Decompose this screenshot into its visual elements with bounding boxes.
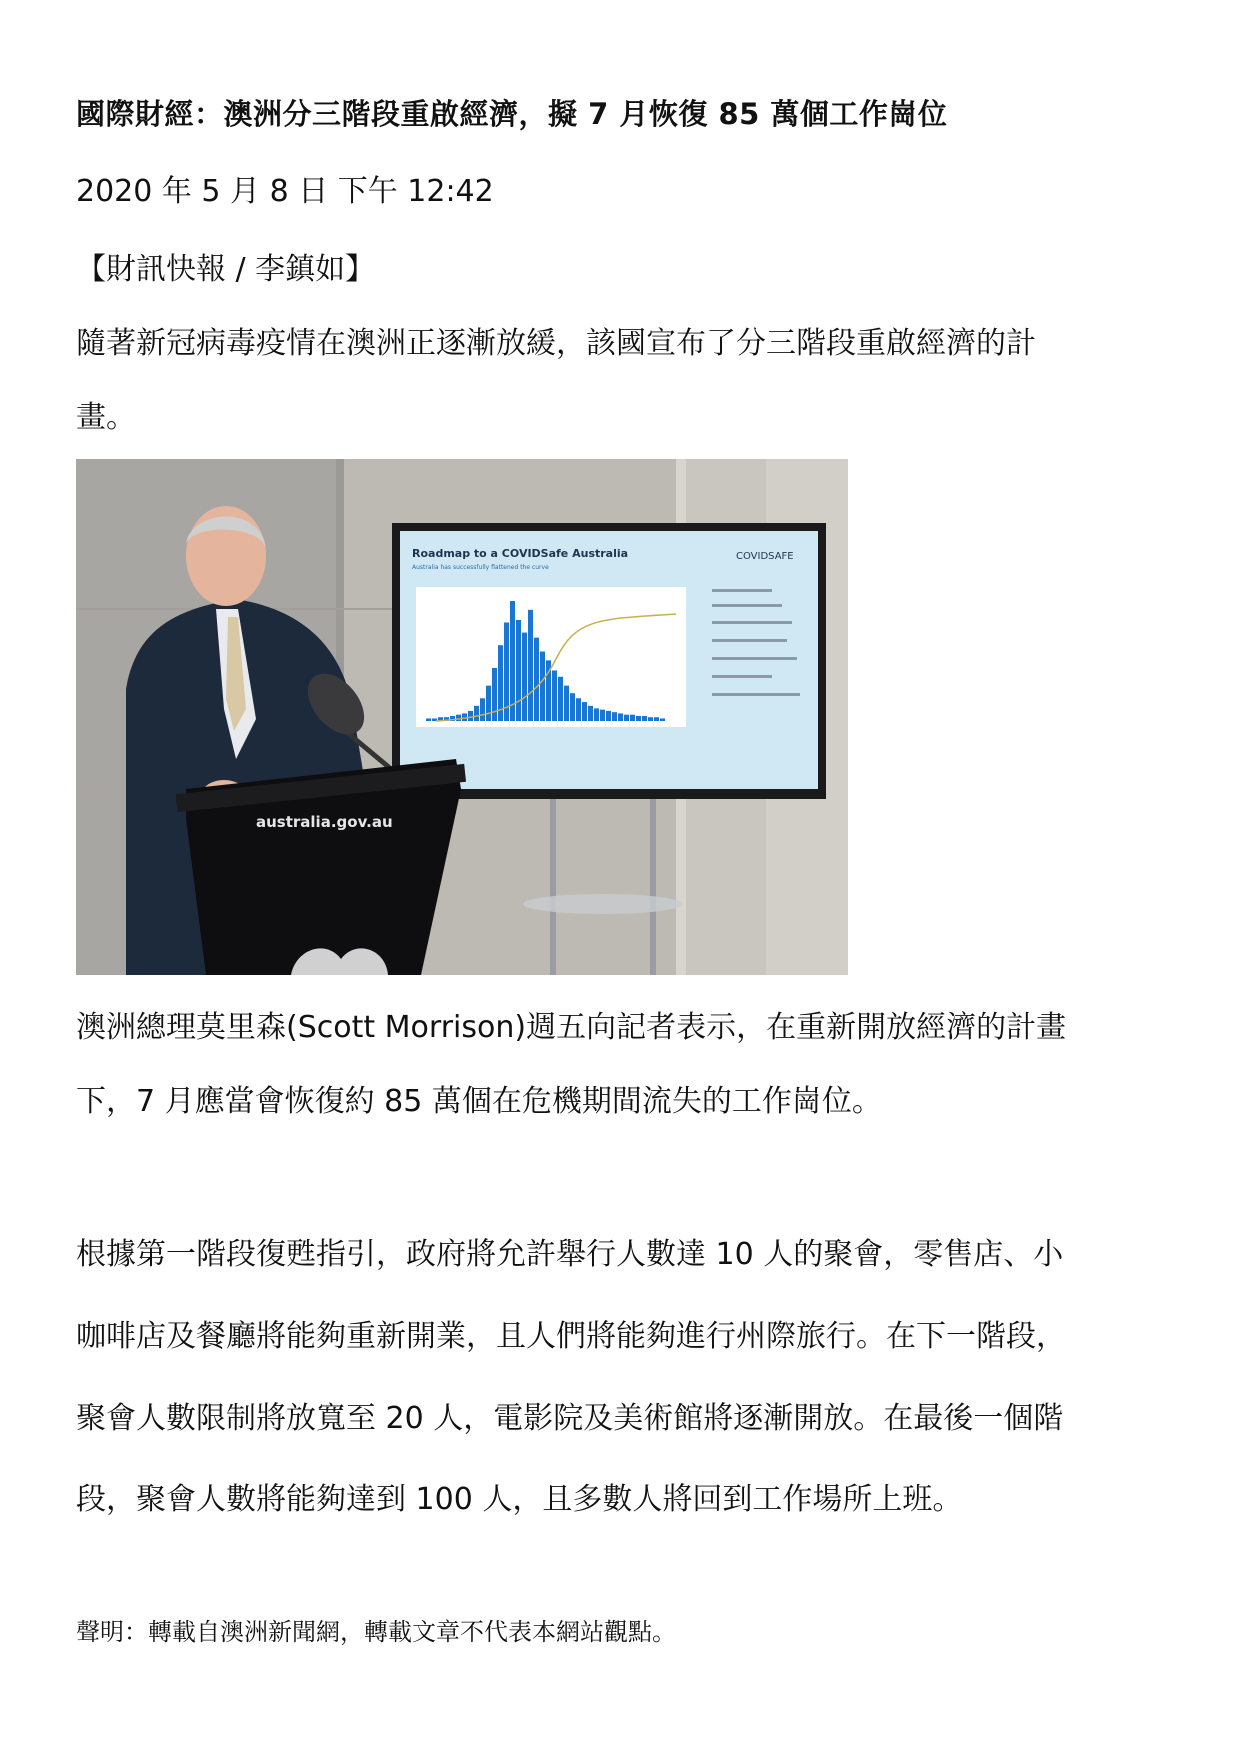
tv-chart-bar [534, 638, 539, 721]
podium-text: australia.gov.au [256, 813, 393, 831]
paragraph-2-line-1: 澳洲總理莫里森(Scott Morrison)週五向記者表示，在重新開放經濟的計畫 [76, 1010, 1067, 1045]
tv-chart-bar [576, 698, 581, 721]
tv-chart-bar [648, 717, 653, 721]
paragraph-1-line-1: 隨著新冠病毒疫情在澳洲正逐漸放緩，該國宣布了分三階段重啟經濟的計 [76, 326, 1036, 361]
tv-chart-bar [474, 706, 479, 721]
tv-chart-bar [600, 710, 605, 721]
tv-chart-bar [612, 712, 617, 721]
tv-chart-bar [630, 715, 635, 721]
tv-chart-bar [552, 670, 557, 721]
tv-chart-bar [522, 633, 527, 721]
tv-chart-bar [624, 715, 629, 721]
tv-subtitle: Australia has successfully flattened the curve [412, 564, 549, 571]
paragraph-3-line-3: 聚會人數限制將放寬至 20 人，電影院及美術館將逐漸開放。在最後一個階 [76, 1401, 1064, 1436]
tv-chart-bar [486, 686, 491, 721]
tv-chart-bar [654, 717, 659, 721]
paragraph-3-line-1: 根據第一階段復甦指引，政府將允許舉行人數達 10 人的聚會，零售店、小 [76, 1237, 1064, 1272]
tv-chart-bar [516, 620, 521, 721]
paragraph-1-line-2: 畫。 [76, 400, 136, 435]
tv-chart-bar [594, 708, 599, 721]
paragraph-3-line-4: 段，聚會人數將能夠達到 100 人，且多數人將回到工作場所上班。 [76, 1482, 963, 1517]
disclaimer: 聲明：轉載自澳洲新聞網，轉載文章不代表本網站觀點。 [76, 1618, 676, 1646]
tv-chart-bar [492, 668, 497, 721]
paragraph-3-line-2: 咖啡店及餐廳將能夠重新開業，且人們將能夠進行州際旅行。在下一階段， [76, 1319, 1066, 1354]
article-photo [76, 459, 848, 975]
tv-chart-bar [468, 711, 473, 721]
tv-chart-bar [582, 702, 587, 721]
tv-chart-bar [618, 713, 623, 721]
tv-chart-bar [660, 718, 665, 721]
tv-chart-bar [558, 677, 563, 721]
tv-chart-bar [588, 706, 593, 721]
tv-chart-bar [480, 698, 485, 721]
tv-chart-bar [564, 686, 569, 721]
tv-chart-bar [528, 610, 533, 721]
article-title: 國際財經：澳洲分三階段重啟經濟，擬 7 月恢復 85 萬個工作崗位 [76, 97, 948, 131]
tv-chart-bar [456, 715, 461, 721]
paragraph-2-line-2: 下，7 月應當會恢復約 85 萬個在危機期間流失的工作崗位。 [76, 1084, 882, 1119]
tv-brand: COVIDSAFE [736, 551, 794, 562]
article-source: 【財訊快報 / 李鎮如】 [76, 252, 376, 287]
tv-chart-bar [606, 711, 611, 721]
tv-chart-bar [642, 716, 647, 721]
tv-chart-bar [636, 716, 641, 721]
tv-chart-bar [426, 718, 431, 721]
tv-chart-bar [570, 693, 575, 721]
tv-title: Roadmap to a COVIDSafe Australia [412, 547, 629, 560]
article-date: 2020 年 5 月 8 日 下午 12:42 [76, 174, 494, 209]
tv-chart-bar [540, 652, 545, 721]
